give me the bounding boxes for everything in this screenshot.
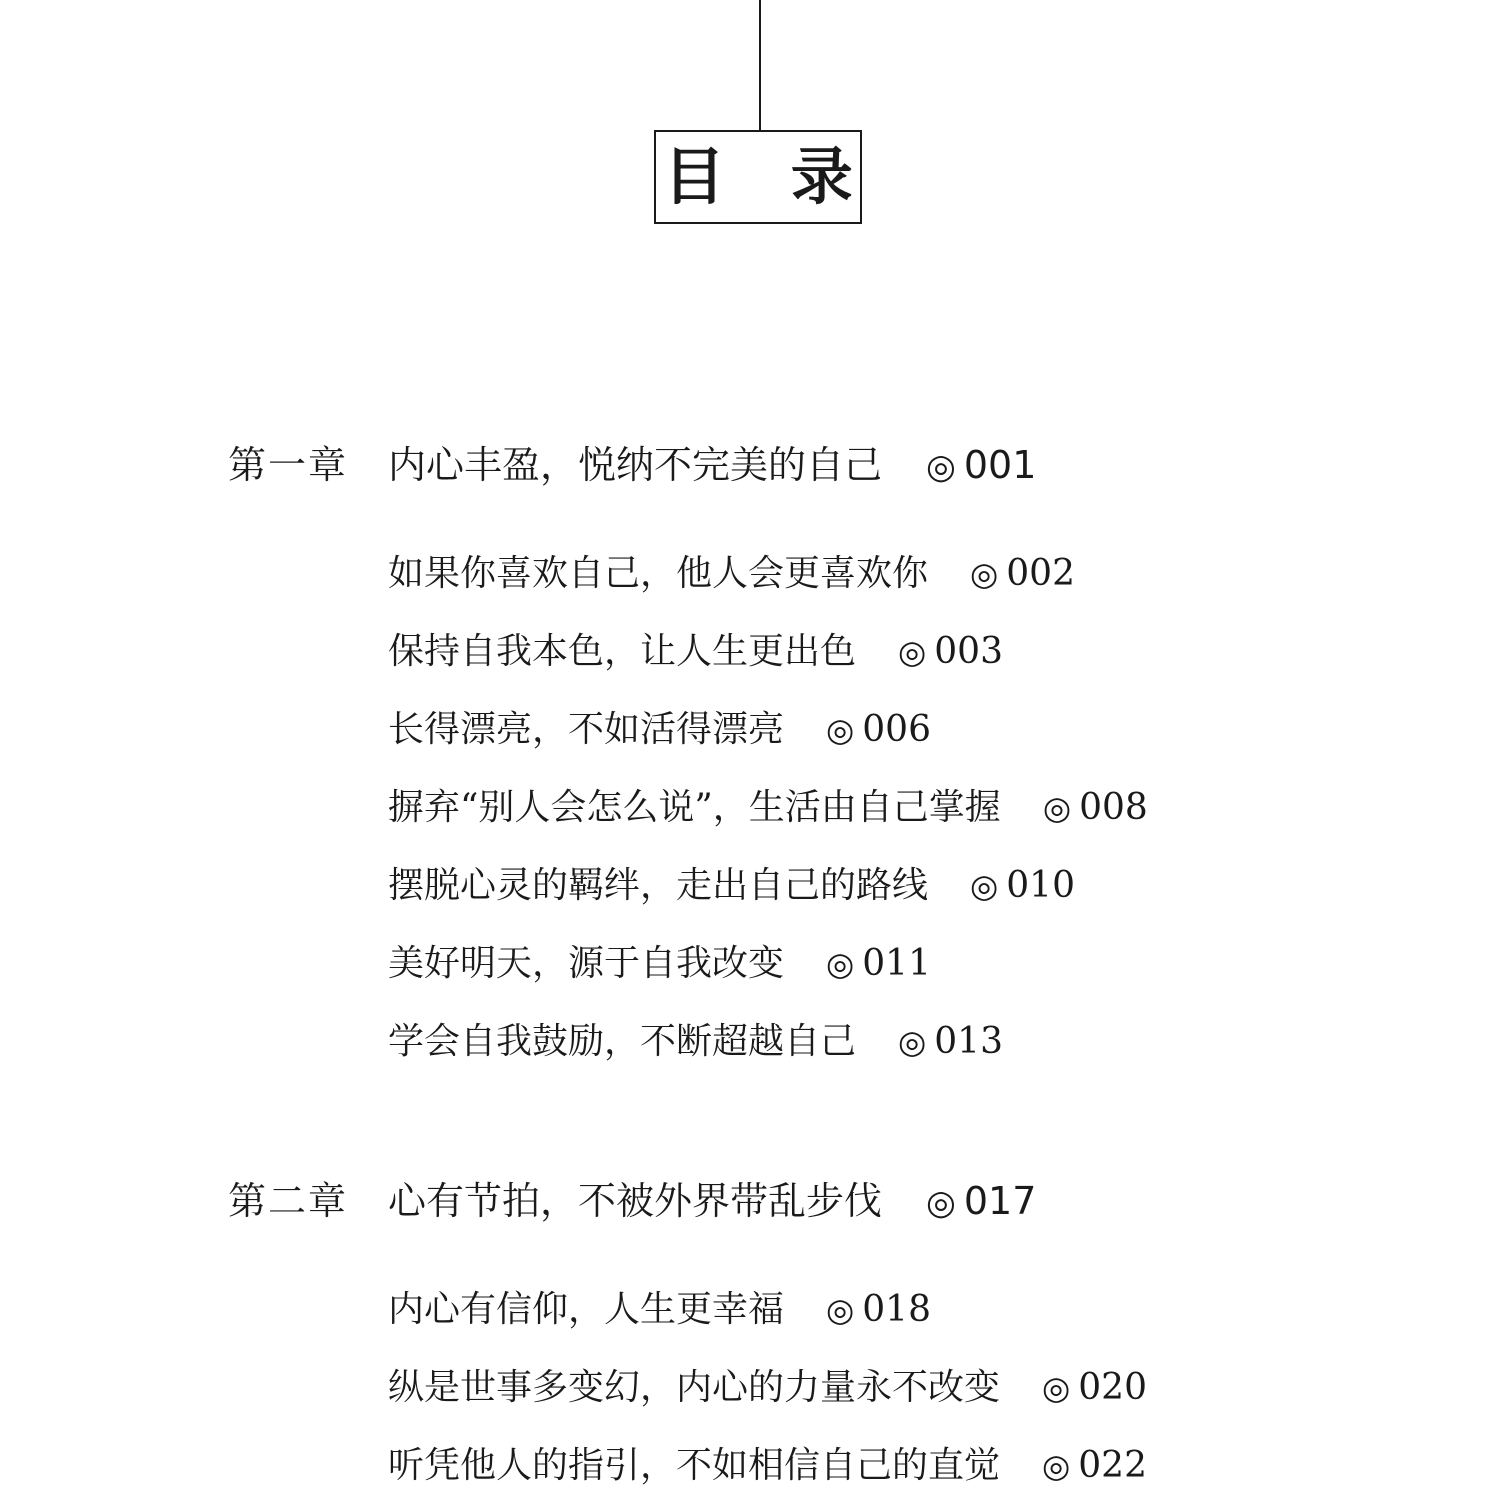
- title-hanging-line: [759, 0, 761, 132]
- section-page-ref: [1043, 787, 1148, 828]
- toc-title-box: [654, 130, 875, 224]
- page-marker-icon: ◎: [926, 1183, 956, 1223]
- page-number: 018: [862, 1289, 931, 1330]
- page-marker-icon: ◎: [826, 711, 855, 749]
- page-marker-icon: ◎: [1042, 1447, 1071, 1485]
- page-number: 020: [1078, 1367, 1147, 1408]
- toc-section: [388, 631, 1003, 672]
- page-number: 008: [1079, 787, 1148, 828]
- page-number: 006: [862, 709, 931, 750]
- chapter-title: 心有节拍，不被外界带乱步伐: [388, 1179, 883, 1223]
- page-number: 001: [963, 443, 1037, 487]
- chapter-title: 内心丰盈，悦纳不完美的自己: [388, 443, 883, 487]
- page-number: 022: [1078, 1445, 1147, 1486]
- toc-section: [388, 1021, 1003, 1062]
- section-page-ref: [826, 709, 931, 750]
- page-marker-icon: ◎: [970, 555, 999, 593]
- section-page-ref: [898, 1021, 1003, 1062]
- page-marker-icon: ◎: [1042, 789, 1072, 827]
- section-title: 纵是世事多变幻，内心的力量永不改变: [388, 1367, 1001, 1408]
- page-marker-icon: ◎: [926, 447, 956, 487]
- section-page-ref: [1042, 1445, 1147, 1486]
- section-title: 学会自我鼓励，不断超越自己: [388, 1021, 857, 1062]
- page-marker-icon: ◎: [970, 867, 999, 905]
- page-number: 017: [963, 1179, 1037, 1223]
- toc-section: [388, 865, 1075, 906]
- toc-section: [388, 943, 931, 984]
- page-marker-icon: ◎: [1042, 1369, 1071, 1407]
- chapter-label: 第一章: [228, 443, 349, 487]
- toc-section: [388, 553, 1075, 594]
- page-number: 002: [1006, 553, 1075, 594]
- toc-chapter: [228, 443, 1037, 487]
- section-title: 摆脱心灵的羁绊，走出自己的路线: [388, 865, 929, 906]
- chapter-page-ref: [926, 443, 1036, 487]
- section-page-ref: [826, 1289, 931, 1330]
- section-page-ref: [1042, 1367, 1147, 1408]
- page-marker-icon: ◎: [826, 1291, 855, 1329]
- section-title: 长得漂亮，不如活得漂亮: [388, 709, 785, 750]
- section-title: 摒弃“别人会怎么说”，生活由自己掌握: [388, 787, 1001, 828]
- section-page-ref: [970, 865, 1075, 906]
- page-number: 013: [934, 1021, 1003, 1062]
- toc-section: [388, 787, 1148, 828]
- toc-section: [388, 1289, 931, 1330]
- section-page-ref: [898, 631, 1003, 672]
- page-number: 011: [862, 943, 931, 984]
- chapter-page-ref: [926, 1179, 1036, 1223]
- section-title: 如果你喜欢自己，他人会更喜欢你: [388, 553, 929, 594]
- page-number: 003: [934, 631, 1003, 672]
- page-marker-icon: ◎: [826, 945, 855, 983]
- page-marker-icon: ◎: [898, 633, 927, 671]
- toc-section: [388, 1445, 1147, 1486]
- section-page-ref: [826, 943, 931, 984]
- page-marker-icon: ◎: [898, 1023, 927, 1061]
- section-title: 保持自我本色，让人生更出色: [388, 631, 857, 672]
- section-title: 内心有信仰，人生更幸福: [388, 1289, 785, 1330]
- page-title: 目 录: [663, 140, 875, 213]
- toc-section: [388, 709, 931, 750]
- section-page-ref: [970, 553, 1075, 594]
- section-title: 美好明天，源于自我改变: [388, 943, 785, 984]
- toc-chapter: [228, 1179, 1037, 1223]
- chapter-label: 第二章: [228, 1179, 349, 1223]
- toc-section: [388, 1367, 1147, 1408]
- section-title: 听凭他人的指引，不如相信自己的直觉: [388, 1445, 1001, 1486]
- page-number: 010: [1006, 865, 1075, 906]
